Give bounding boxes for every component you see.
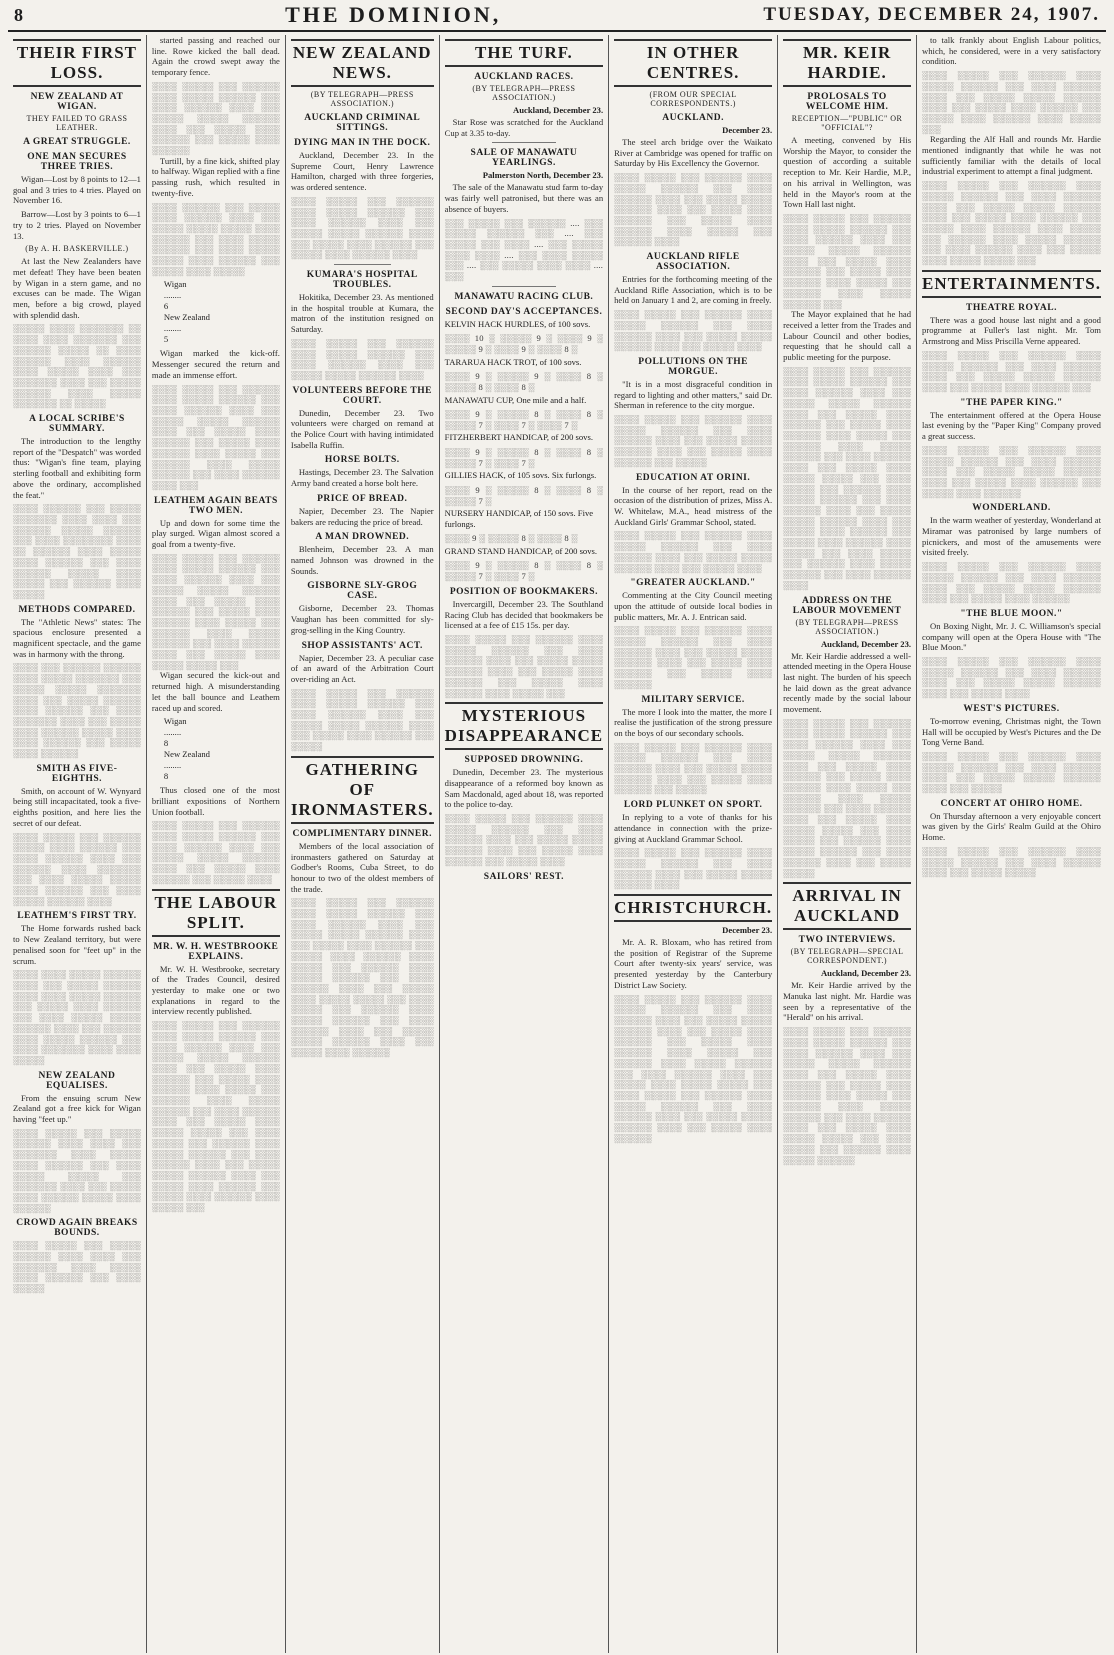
paragraph: Gisborne, December 23. Thomas Vaughan has been committed for sly-grog-selling in the King Country. [290, 603, 434, 635]
subhead: COMPLIMENTARY DINNER. [292, 828, 432, 839]
text-block: ░░░░ ░░░░░ ░░░ ░░░░░░ ░░░░ ░░░░░ ░░░░░░ ░░░ ░░░░ ░░░░░░ ░░░░ ░░░ ░░░░░ ░░░░░ ░░░░░░ ░░░░ ░░░ ░░░░░ ░░░░ ░░░░░░ ░░░ ░░░░░ [290, 687, 434, 752]
paragraph: Up and down for some time the play surged. Wigan almost scored a goal from a twenty-five. [151, 517, 280, 550]
paragraph: Turtill, by a fine kick, shifted play to halfway. Wigan replied with a fine passing rush, which resulted in twenty-five. [151, 155, 280, 198]
column-2 [147, 35, 286, 1653]
paragraph: At last the New Zealanders have met defeat! They have been beaten by Wigan in a stern game, and no excuses can be made. The Wigan men, before a big crowd, played with splendid dash. [13, 256, 141, 320]
credit: (FROM OUR SPECIAL CORRESPONDENTS.) [649, 90, 737, 108]
text-block: ░░░ ░░░░░ ░░░ ░░░░░░ .... ░░░ ░░░░░ ░░░░░░ ░░░ .... ░░░ ░░░░░ ░░░ ░░░░ .... ░░░ ░░░░░ ░░░░ ░░░░ .... ░░░ ░░░░ ░░░░░ ░░░ .... ░░░ ░░░░░ ░░░░ ░░░░ .... ░░░ [444, 217, 604, 282]
scoreboard: Wigan ........ 8 New Zealand ........ 8 [164, 716, 268, 782]
subhead: LEATHEM AGAIN BEATS TWO MEN. [154, 495, 278, 516]
subhead: THEY FAILED TO GRASS LEATHER. [26, 114, 128, 132]
paragraph: On Thursday afternoon a very enjoyable concert was given by the Girls' Realm Guild at the Ohiro Home. [922, 810, 1101, 843]
text-block: ░░░░ ░░░░░ ░░░ ░░░░░░ ░░░░ ░░░░░ ░░░░░░ ░░░ ░░░░ ░░░░░░ ░░░░ ░░░ ░░░░░ ░░░░░ ░░░░░░ ░░░░ ░░░ ░░░░░ ░░░░ ░░░░░░ ░░░ [922, 349, 1101, 392]
text-block: ░░░░ ░░░░░ ░░░ ░░░░░░ ░░░░ ░░░░░ ░░░░░░ ░░░ ░░░░ ░░░░░░ ░░░░ ░░░ ░░░░░ ░░░░░ ░░░░░░ ░░░░ ░░░ ░░░░░ [922, 750, 1101, 794]
text-block: ░░░░ ░░░░ ░░░░░ ░░░░░░ ░░░░ ░░░ ░░░░░ ░░░░░░ ░░░░ ░░░░ ░░░░░ ░░░░░░ ░░░ ░░░░░ ░░░░ ░░░░░░ ░░░ ░░░░ ░░░░░ ░░░░░ ░░░░░░ ░░░░ ░░░ ░░░░░░ ░░░░ ░░░░░ ░░░░░░ ░░░ ░░░░ ░░░░░░░ ░░░░ ░░░░ ░░░░░ [13, 969, 141, 1065]
text-block: ░░░░ 9 ░ ░░░░░ 8 ░ ░░░░ 8 ░ [444, 533, 578, 544]
text-block: ░░░░ 9 ░ ░░░░░ 9 ░ ░░░░ 8 ░ ░░░░░ 8 ░ ░░░░ 8 ░ [444, 371, 604, 392]
text-block: ░░░░ ░░░░░ ░░░ ░░░░░░ ░░░░ ░░░░░ ░░░░░░ ░░░ ░░░░ ░░░░░░ ░░░░ ░░░ ░░░░░ ░░░░░ [922, 845, 1101, 878]
subhead: A MAN DROWNED. [315, 532, 410, 543]
race-entry: FITZHERBERT HANDICAP, of 200 sovs. [444, 432, 593, 443]
text-block: ░░░░ ░░░░░ ░░░ ░░░░░░ ░░░░ ░░░░░ ░░░░░░ ░░░ ░░░░ ░░░░░░ ░░░░ ░░░ ░░░░░ ░░░░░ ░░░░░░ ░░░░ ░░░ ░░░░░ ░░░░ ░░░░░░ ░░░ ░░░░░ ░░░░ ░░░░░░ ░░░░ ░░░░░ ░░░ ░░░░░░ ░░░░ ░░░░░ ░░░░░░ ░░░ ░░░░ ░░░░░░ ░░░░ ░░░ ░░░░░ ░░░░ ░░░░░ ░░░░░ ░░░ ░░░░ ░░░░░ ░░░ ░░░░░░ ░░░░ ░░░░░ ░░░░░░ [783, 1026, 912, 1165]
column-1 [8, 35, 147, 1653]
race-entry: TARARUA HACK TROT, of 100 sovs. [444, 356, 582, 367]
text-block: ░░░░ ░░░░░ ░░░ ░░░░░░ ░░░░ ░░░░░ ░░░░░░ ░░░ ░░░░ ░░░░░░ ░░░░ ░░░ ░░░░░ ░░░░░ ░░░░░░ ░░░░ ░░░ ░░░░░ ░░░░ ░░░░░░ ░░░ ░░░░░ ░░░░ [444, 813, 604, 866]
credit: (BY TELEGRAPH—PRESS ASSOCIATION.) [310, 90, 414, 108]
subhead: KUMARA'S HOSPITAL TROUBLES. [306, 270, 418, 291]
paragraph: "It is in a most disgraceful condition in regard to lighting and other matters," said Dr. Sherman in reference to the city morgue. [614, 378, 773, 411]
text-block: ░░░░ ░░░░░ ░░░ ░░░░░░ ░░░░ ░░░░░ ░░░░░░ ░░░ ░░░░ ░░░░░░ ░░░░ ░░░ ░░░░░ ░░░░░ ░░░░░░ ░░░░ ░░░ ░░░░░ ░░░░ ░░░░░░ ░░░ ░░░░░ ░░░░ ░░░░░░ ░░░░ ░░░░░ ░░░ ░░░░░░ ░░░░ ░░░░░ ░░░░░░ ░░░ ░░░░ ░░░░░░ ░░░░ ░░░ ░░░░░ ░░░░ ░░░░░ ░░░░░ ░░░ ░░░░ ░░░░░ ░░░ ░░░░░░ ░░░░ ░░░░░ ░░░░░░ ░░░ ░░░░ ░░░░░░ ░░░░ ░░░ ░░░░░ ░░░░░ ░░░░░░ ░░░░ ░░░ ░░░░░ ░░░░ ░░░░░░ [614, 993, 773, 1143]
masthead [8, 0, 1106, 32]
paragraph: Smith, on account of W. Wynyard being still incapacitated, took a five-eighths position, and here lies the secret of our defeat. [13, 785, 141, 828]
text-block: ░░░░ ░░░░░ ░░░ ░░░░░░ ░░░░ ░░░░░ ░░░░░░ ░░░ ░░░░ ░░░░░░ ░░░░ ░░░ ░░░░░ ░░░░░ ░░░░░░ ░░░░ ░░░ ░░░░░ ░░░░ ░░░░░░ ░░░ ░░░░░ ░░░░ ░░░░░░ [151, 80, 280, 156]
subhead: VOLUNTEERS BEFORE THE COURT. [292, 385, 432, 406]
paragraph: Dunedin, December 23. Two volunteers were charged on remand at the Police Court with having intimidated Isabella Ruffin. [290, 407, 434, 450]
paragraph: In the course of her report, read on the occasion of the distribution of prizes, Miss A. W. Whitelaw, M.A., head mistress of the Auckland Girls' Grammar School, stated. [614, 484, 773, 527]
subhead: RECEPTION—"PUBLIC" OR "OFFICIAL"? [791, 114, 903, 132]
subhead: POLLUTIONS ON THE MORGUE. [638, 356, 748, 377]
text-block: ░░░░ 10 ░ ░░░░░ 9 ░ ░░░░ 9 ░ ░░░░░ 9 ░ ░░░░ 9 ░ ░░░░ 8 ░ [444, 333, 604, 354]
text-block: ░░░░ ░░░░░ ░░░ ░░░░░░ ░░░░ ░░░░░ ░░░░░░ ░░░ ░░░░ ░░░░░░ ░░░░ ░░░ ░░░░░ ░░░░░ ░░░░░░ ░░░░ ░░░ ░░░░░ ░░░░ ░░░░░░ ░░░ ░░░░░ ░░░░ ░░░░░░ ░░░░ ░░░░░ ░░░ ░░░░░░ ░░░░ ░░░░░ ░░░░░░ ░░░ ░░░░ ░░░░░░ ░░░░ ░░░ [151, 383, 280, 490]
race-entry: NURSERY HANDICAP, of 150 sovs. Five furlongs. [444, 508, 594, 529]
headline-arrival-auckland: ARRIVAL IN AUCKLAND [783, 882, 911, 930]
column-4 [440, 35, 609, 1653]
issue-date: TUESDAY, DECEMBER 24, 1907. [763, 4, 1100, 25]
subhead: WONDERLAND. [972, 503, 1051, 514]
team-name: New Zealand [163, 312, 210, 323]
subhead: TWO INTERVIEWS. [798, 935, 896, 946]
text-block: ░░░░ ░░░░░ ░░░ ░░░░░░ ░░░░ ░░░░░ ░░░░░░ ░░░ ░░░░ ░░░░░░ ░░░░ ░░░ ░░░░░ ░░░░░ ░░░░░░ ░░░░ ░░░ ░░░░░ ░░░░ ░░░░░░ ░░░ ░░░░░ ░░░░ ░░░░░░ [922, 444, 1101, 498]
match-result: Wigan—Lost by 8 points to 12—1 goal and 3 tries to 4 tries. Played on November 16. [13, 174, 141, 206]
team-points: 8 [163, 738, 169, 749]
paragraph: In replying to a vote of thanks for his attendance in connection with the prize-giving at Auckland Grammar School. [614, 812, 773, 844]
text-block: ░░░░ ░░░░░ ░░░ ░░░░░░ ░░░░ ░░░░░ ░░░░░░ ░░░ ░░░░ ░░░░░░ ░░░░ ░░░ ░░░░░ ░░░░░ ░░░░░░ ░░░░ ░░░ ░░░░░ ░░░░ ░░░░░░ ░░░ ░░░░░ ░░░░ ░░░░░░ ░░░░ ░░░░░ ░░░ ░░░░░░ ░░░░ ░░░░░ ░░░░░░ ░░░ ░░░░ ░░░░░░ ░░░░ ░░░ ░░░░░ ░░░░ ░░░░░ ░░░░░ ░░░ ░░░░ ░░░░░ ░░░ ░░░░░░ ░░░░ ░░░░░ ░░░░░░ ░░░ ░░░░ ░░░░░░ ░░░░ ░░░ ░░░░░ ░░░░░ ░░░░░░ ░░░░ ░░░ ░░░░░ ░░░░ ░░░░░░ [290, 897, 434, 1058]
subhead: SMITH AS FIVE-EIGHTHS. [36, 763, 118, 784]
subhead: ONE MAN SECURES THREE TRIES. [27, 152, 127, 172]
paragraph: The steel arch bridge over the Waikato River at Cambridge was opened for traffic on Saturday by His Excellency the Governor. [614, 137, 773, 169]
team-points: 5 [163, 334, 169, 345]
paragraph: Regarding the Alf Hall and rounds Mr. Hardie mentioned indignantly that while he was not sufficiently familiar with the details of local industrial experiment to attempt a final judgment. [922, 134, 1101, 177]
subhead: CROWD AGAIN BREAKS BOUNDS. [16, 1218, 138, 1239]
text-block: ░░░░ ░░░░░ ░░░ ░░░░░░ ░░░░ ░░░░░ ░░░░░░ ░░░ ░░░░ ░░░░░░ ░░░░ ░░░ ░░░░░ ░░░░░ ░░░░░░ ░░░░ ░░░ ░░░░░ ░░░░ ░░░░░░ ░░░ ░░░░░ ░░░░ ░░░░░░ ░░░░ [290, 195, 434, 260]
text-block: ░░░░ 9 ░ ░░░░░ 8 ░ ░░░░ 8 ░ ░░░░░ 7 ░ ░░░░ 7 ░ [444, 560, 604, 582]
paragraph: From the ensuing scrum New Zealand got a free kick for Wigan having "feet up." [13, 1092, 141, 1125]
text-block: ░░░░ 9 ░ ░░░░░ 8 ░ ░░░░ 8 ░ ░░░░░ 7 ░ ░░░░ 7 ░ [444, 446, 604, 468]
text-block: ░░░░ ░░░ ░░░░░░ ░░░░░░ ░░░░ ░░░░░ ░░░░░░░ ░░░ ░░░░░ ░░░░░ ░░░░░░░ ░░░░ ░░░ ░░░░░ ░░░░░░ ░░░░ ░░░░░░ ░░░ ░░░░ ░░░░░░░ ░░░░ ░░░ ░░░░░ ░░░░ ░░░░░░ ░░░░░ ░░░░ ░░░░ ░░░░░░ ░░░ ░░░░░ ░░░░ ░░░░░░ [13, 662, 141, 759]
byline: (By A. H. BASKERVILLE.) [25, 244, 129, 254]
paragraph: Mr. Keir Hardie arrived by the Manuka last night. Mr. Hardie was seen by a representative of the "Herald" on his arrival. [783, 980, 912, 1023]
text-block: ░░░░ ░░░░░ ░░░ ░░░░░░ ░░░░ ░░░░░ ░░░░░░ ░░░ ░░░░ ░░░░░░ ░░░░ ░░░ ░░░░░ ░░░░░ ░░░░░░ ░░░░ ░░░ ░░░░░ ░░░░ [922, 656, 1101, 699]
column-6 [778, 35, 917, 1653]
subhead: LEATHEM'S FIRST TRY. [17, 911, 137, 922]
paragraph: to talk frankly about English Labour politics, which, he considered, were in a very satisfactory condition. [922, 35, 1101, 67]
subhead: HORSE BOLTS. [324, 455, 400, 466]
credit: (BY TELEGRAPH—SPECIAL CORRESPONDENT.) [790, 947, 904, 966]
text-block: ░░░░░ ░░░░ ░░░░░░░ ░░ ░░░░ ░░░░ ░░░░░░░ ░░░ ░░░░░░ ░░░░░ ░░ ░░░░ ░░░░░░ ░░░░ ░░░░░░ ░░░░ ░░░░░ ░░░░ ░░░ ░░░░░░░ ░░░░ ░░░ ░░░░░ ░░░░░░ ░░░░ ░░░░░ ░░░░░░░ ░░ ░░░░░ [13, 323, 141, 409]
paragraph: Dunedin, December 23. The mysterious disappearance of a reformed boy known as Sam Macdonald, aged about 18, was reported to the police to-day. [444, 767, 604, 810]
text-block: ░░░░ ░░░░░ ░░░ ░░░░░░ ░░░░ ░░░░░ ░░░░░░ ░░░ ░░░░ ░░░░░░ ░░░░ ░░░ ░░░░░ ░░░░░ ░░░░░░ ░░░░ ░░░ ░░░░░ ░░░░ ░░░░░░ ░░░ ░░░░░ ░░░░ ░░░░░░ ░░░░ ░░░░░ ░░░ ░░░░░░ ░░░░ ░░░░░ ░░░░░░ ░░░ ░░░░ ░░░░░░ ░░░░ ░░░ ░░░░░ ░░░░ ░░░░░ ░░░░░ ░░░ ░░░░ ░░░░░ ░░░ ░░░░░░ ░░░░ ░░░░░ ░░░░░░ ░░░ ░░░░ ░░░░░░ ░░░░ ░░░ ░░░░░ ░░░░░ [783, 717, 912, 878]
headline-their-first-loss: THEIR FIRST LOSS. [13, 39, 141, 87]
column-5 [609, 35, 778, 1653]
paragraph: Invercargill, December 23. The Southland Racing Club has decided that bookmakers be licensed at a fee of £15 15s. per day. [444, 598, 604, 631]
text-block: ░░░░ ░░░░░ ░░░ ░░░░░░ ░░░░ ░░░░░ ░░░░░░ ░░░ ░░░░ ░░░░░░ ░░░░ ░░░ ░░░░░ ░░░░░ ░░░░░░ ░░░░ ░░░ ░░░░░ ░░░░ ░░░░░░ ░░░ ░░░░░ [614, 414, 773, 467]
text-block: ░░░░ ░░░░░ ░░░ ░░░░░ ░░░░░░ ░░░░ ░░░░ ░░░ ░░░░░░░ ░░░░ ░░░░░ ░░░░ ░░░░░░ ░░░ ░░░░ ░░░░░ ░░░░░ ░░░ ░░░░░░░ ░░░░ ░░░ ░░░░░ ░░░░ ░░░░░░ ░░░░░ ░░░░ ░░░░░░ [13, 1127, 141, 1213]
paragraph: The entertainment offered at the Opera House last evening by the "Paper King" Company proved a great success. [922, 409, 1101, 442]
columns [8, 35, 1106, 1653]
paragraph: Entries for the forthcoming meeting of the Auckland Rifle Association, which is to be held on January 1 and 2, are coming in freely. [614, 274, 773, 306]
subhead: DYING MAN IN THE DOCK. [294, 138, 431, 148]
paragraph: Wigan marked the kick-off. Messenger secured the return and made an immense effort. [151, 348, 280, 380]
race-entry: GRAND STAND HANDICAP, of 200 sovs. [444, 545, 598, 556]
headline-the-turf: THE TURF. [445, 39, 603, 67]
dateline: December 23. [722, 125, 773, 135]
paragraph: Commenting at the City Council meeting upon the attitude of outside local bodies in public matters, Mr. A. J. Entrican said. [614, 590, 773, 622]
headline-christchurch: CHRISTCHURCH. [614, 894, 772, 922]
text-block: ░░░░ ░░░░░ ░░░ ░░░░░░ ░░░░ ░░░░░ ░░░░░░ ░░░ ░░░░ ░░░░░░ ░░░░ ░░░ ░░░░░ ░░░░░ ░░░░░░ ░░░░ ░░░ ░░░░░ ░░░░ ░░░░░░ ░░░ ░░░░░ ░░░░ ░░░░░░ ░░░░ ░░░░░ ░░░ ░░░░░░ ░░░░ ░░░░░ ░░░░░░ ░░░ ░░░░ ░░░░░░ ░░░░ ░░░ ░░░░░ ░░░░ ░░░░░ ░░░░░ ░░░ [922, 180, 1101, 266]
subhead: GISBORNE SLY-GROG CASE. [307, 581, 418, 602]
scoreboard: Wigan ........ 6 New Zealand ........ 5 [164, 279, 268, 345]
subhead: MANAWATU RACING CLUB. [454, 291, 594, 302]
subhead: EDUCATION AT ORINI. [635, 472, 751, 483]
text-block: ░░░░ ░░░░░ ░░░ ░░░░░░ ░░░░ ░░░░░ ░░░░░░ ░░░ ░░░░ ░░░░░░ ░░░░ ░░░ ░░░░░ ░░░░░ ░░░░░░ ░░░░ ░░░ ░░░░░ ░░░░ ░░░░░░ ░░░ ░░░░░ ░░░░ [151, 820, 280, 884]
text-block: ░░░░ ░░░░░ ░░░ ░░░░░░ ░░░░ ░░░░░ ░░░░░░ ░░░ ░░░░ ░░░░░░ ░░░░ ░░░ ░░░░░ ░░░░░ ░░░░░░ ░░░░ ░░░ ░░░░░ ░░░░ ░░░░░░ ░░░ ░░░░░ ░░░░ ░░░░░░ ░░░░ ░░░░░ ░░░ ░░░░░░ ░░░░ ░░░░░ ░░░░░░ ░░░ ░░░░ ░░░░░░ ░░░░ ░░░ ░░░░░ ░░░░ ░░░░░ ░░░░░ ░░░ ░░░░ ░░░░░ ░░░ ░░░░░░ ░░░░ ░░░░░ ░░░░░░ ░░░ ░░░░ ░░░░░░ ░░░░ ░░░ ░░░░░ ░░░░░ ░░░░░░ ░░░░ ░░░ ░░░░░ ░░░░ ░░░░░░ ░░░ ░░░░░ ░░░░ ░░░░░░ ░░░░ ░░░░░ ░░░ ░░░░ ░░░░░ ░░░ ░░░░░░ ░░░░ ░░░░░ ░░░░░░ ░░░ ░░░░ ░░░░░░ ░░░░ [783, 365, 912, 590]
divider [334, 264, 391, 265]
text-block: ░░░░ ░░░░░░ ░░░ ░░░░░ ░░░░░░░ ░░░░ ░░░░ ░░░ ░░░░░░ ░░░░░ ░░░░░░ ░░░ ░░░░ ░░░░░░░░ ░░░░ ░░ ░░░░░░ ░░░░ ░░░░░ ░░░░ ░░░░░░ ░░░ ░░░░ ░░░░░░ ░░░░░ ░░░░ ░░░░░ ░░░ ░░░░░░ ░░░░ ░░░░░ [13, 503, 141, 599]
dateline: Auckland, December 23. [820, 968, 912, 979]
subhead: SECOND DAY'S ACCEPTANCES. [445, 306, 603, 317]
paragraph: On Boxing Night, Mr. J. C. Williamson's special company will open at the Opera House with "The Blue Moon." [922, 620, 1101, 653]
team-name: New Zealand [163, 749, 210, 760]
paragraph: The more I look into the matter, the more I realise the justification of the strong pressure on the boys of our secondary schools. [614, 706, 773, 738]
text-block: ░░░░ ░░░░░ ░░░ ░░░░░░ ░░░░ ░░░░░ ░░░░░░ ░░░ ░░░░ ░░░░░░ ░░░░ ░░░ ░░░░░ ░░░░░ ░░░░░░ ░░░░ [614, 847, 773, 890]
subhead: NEW ZEALAND EQUALISES. [38, 1070, 116, 1091]
subhead: SAILORS' REST. [483, 871, 564, 882]
text-block: ░░░░ ░░░░░ ░░░ ░░░░░ ░░░░░░ ░░░░ ░░░░ ░░░ ░░░░░░░ ░░░░ ░░░░░ ░░░░ ░░░░░░ ░░░ ░░░░ ░░░░░ [13, 1240, 141, 1294]
headline-ironmasters: GATHERING OF IRONMASTERS. [291, 756, 434, 824]
column-7 [917, 35, 1106, 1653]
team-points: 6 [163, 301, 169, 312]
text-block: ░░░░ ░░░░░ ░░░ ░░░░░░ ░░░░ ░░░░░ ░░░░░░ ░░░ ░░░░ ░░░░░░ ░░░░ ░░░ ░░░░░ ░░░░░ ░░░░░░ ░░░░ ░░░ ░░░░░ ░░░░ ░░░░░░ ░░░ ░░░░░ ░░░░ ░░░░░░ ░░░░ ░░░░░ ░░░ [444, 633, 604, 698]
dateline: Auckland, December 23. [513, 105, 604, 115]
subhead: AUCKLAND. [662, 113, 724, 123]
subhead: MR. W. H. WESTBROOKE EXPLAINS. [153, 941, 279, 962]
paragraph: A meeting, convened by His Worship the Mayor, to consider the question of according a suitable reception to Mr. Keir Hardie, M.P., on his arrival in Wellington, was held in the Mayor's room at the Town Hall last night. [783, 135, 912, 210]
paragraph: Thus closed one of the most brilliant expositions of Northern Union football. [151, 785, 280, 817]
subhead: WEST'S PICTURES. [963, 703, 1060, 714]
paragraph: The Home forwards rushed back to New Zealand territory, but were penalised soon for "feet up" in the scrum. [13, 923, 141, 966]
subhead: CONCERT AT OHIRO HOME. [940, 798, 1083, 809]
paragraph: Auckland, December 23. In the Supreme Court, Henry Lawrence Hamilton, charged with three forgeries, was ordered sentence. [290, 150, 434, 193]
race-entry: KELVIN HACK HURDLES, of 100 sovs. [444, 318, 591, 329]
paragraph: Members of the local association of ironmasters gathered on Saturday at Godber's Rooms, Cuba Street, to do honour to two of the oldest members of the trade. [290, 840, 434, 894]
subhead: POSITION OF BOOKMAKERS. [449, 586, 598, 597]
subhead: THEATRE ROYAL. [966, 302, 1057, 313]
dateline: Palmerston North, December 23. [482, 170, 604, 181]
text-block: ░░░░ ░░░░░ ░░░ ░░░░░░ ░░░░ ░░░░░ ░░░░░░ ░░░ ░░░░ ░░░░░░ ░░░░ ░░░ ░░░░░ ░░░░░ ░░░░░░ ░░░░ ░░░ ░░░░░ ░░░░ ░░░░░░ ░░░ ░░░░░ [614, 741, 773, 795]
subhead: A GREAT STRUGGLE. [23, 137, 131, 147]
text-block: ░░░░ 9 ░ ░░░░░ 8 ░ ░░░░ 8 ░ ░░░░░ 7 ░ [444, 484, 604, 506]
paragraph: Blenheim, December 23. A man named Johnson was drowned in the Sounds. [290, 544, 434, 576]
subhead: NEW ZEALAND AT WIGAN. [30, 92, 124, 112]
text-block: ░░░░ ░░░░░ ░░░ ░░░░░░ ░░░░░ ░░░░ ░░░░░░ ░░░ ░░░░ ░░░░░░ ░░░░ ░░░ ░░░░░░ ░░░░ ░░░░░░░ ░░░ ░░░░ ░░░░░ ░░░░░ ░░░░ ░░░░░░ ░░░ ░░░░ ░░░░░ ░░░░░░ ░░░░ [13, 831, 141, 906]
paragraph: Mr. Keir Hardie addressed a well-attended meeting in the Opera House last night. The burden of his speech he laid down as the great advance recently made by the social labour movement. [783, 650, 912, 715]
subhead: METHODS COMPARED. [18, 604, 136, 615]
paragraph: The sale of the Manawatu stud farm to-day was fairly well patronised, but there was an absence of buyers. [444, 182, 604, 214]
divider [492, 142, 555, 143]
subhead: SHOP ASSISTANTS' ACT. [301, 640, 423, 651]
paragraph: started passing and reached our line. Rowe kicked the ball dead. Again the crowd swept away the temporary fence. [151, 35, 280, 78]
headline-entertainments: ENTERTAINMENTS. [922, 270, 1101, 298]
subhead: ADDRESS ON THE LABOUR MOVEMENT [792, 595, 902, 616]
credit: (BY TELEGRAPH—PRESS ASSOCIATION.) [472, 84, 576, 102]
text-block: ░░░░ ░░░░░ ░░░ ░░░░░░ ░░░░ ░░░░░ ░░░░░░ ░░░ ░░░░ ░░░░░░ ░░░░ ░░░ ░░░░░ ░░░░░ ░░░░░░ ░░░░ ░░░ ░░░░░ ░░░░ ░░░░░░ ░░░ ░░░░░ ░░░░ ░░░░░░ [614, 625, 773, 689]
team-name: Wigan [163, 716, 187, 727]
text-block: ░░░░ ░░░░░ ░░░ ░░░░░░ ░░░░ ░░░░░ ░░░░░░ ░░░ ░░░░ ░░░░░░ ░░░░ ░░░ ░░░░░ ░░░░░ ░░░░░░ ░░░░ ░░░ ░░░░░ ░░░░ ░░░░░░ ░░░ ░░░░░ ░░░░ ░░░░░░ ░░░░ ░░░░░ ░░░ ░░░░░░ ░░░░ [614, 172, 773, 247]
subhead: PRICE OF BREAD. [317, 493, 408, 504]
paragraph: The Mayor explained that he had received a letter from the Trades and Labour Council and other bodies, requesting that he should call a public meeting for the purpose. [783, 309, 912, 363]
divider [492, 286, 555, 287]
match-result: Barrow—Lost by 3 points to 6—1 try to 2 tries. Played on November 13. [13, 209, 141, 241]
paragraph: Hokitika, December 23. As mentioned in the hospital trouble at Kumara, the matron of the institution resigned on Saturday. [290, 292, 434, 335]
team-name: Wigan [163, 279, 187, 290]
text-block: ░░░░ ░░░░░░ ░░░ ░░░░░ ░░░░ ░░░░░░ ░░░░ ░░░ ░░░░░ ░░░░░ ░░░░░ ░░░░ ░░░░░░ ░░░ ░░░░ ░░░░░ ░░░░░░ ░░░ ░░░░ ░░░░░ ░░░░░ ░░░░ ░░░░░░ ░░░ ░░░░░ ░░░░ ░░░░░ [151, 201, 280, 276]
text-block: ░░░░ ░░░░░ ░░░ ░░░░░░ ░░░░ ░░░░░ ░░░░░░ ░░░ ░░░░ ░░░░░░ ░░░░ ░░░ ░░░░░ ░░░░░ ░░░░░░ ░░░░ ░░░ ░░░░░ ░░░░ [614, 309, 773, 352]
race-entry: GILLIES HACK, of 105 sovs. Six furlongs. [444, 470, 597, 481]
dateline: December 23. [722, 925, 773, 936]
subhead: SUPPOSED DROWNING. [464, 755, 584, 766]
subhead: AUCKLAND RACES. [474, 72, 574, 82]
subhead: "GREATER AUCKLAND." [630, 578, 756, 589]
text-block: ░░░░ ░░░░░ ░░░ ░░░░░░ ░░░░ ░░░░░ ░░░░░░ ░░░ ░░░░ ░░░░░░ ░░░░ ░░░ ░░░░░ ░░░░░ ░░░░░░ ░░░░ ░░░ ░░░░░ ░░░░ ░░░░░░ ░░░ ░░░░░ ░░░░ ░░░░░░ ░░░░ ░░░░░ ░░░ ░░░░░░ ░░░░ ░░░░░ ░░░░░░ ░░░ ░░░░ ░░░░░░ ░░░░ ░░░ ░░░░░ ░░░░ ░░░░░ ░░░░░ ░░░ [151, 552, 280, 670]
subhead: PROLOSALS TO WELCOME HIM. [805, 92, 889, 112]
text-block: ░░░░ 9 ░ ░░░░░ 8 ░ ░░░░ 8 ░ ░░░░░ 7 ░ ░░░░ 7 ░ ░░░░ 7 ░ [444, 409, 604, 430]
text-block: ░░░░ ░░░░░ ░░░ ░░░░░░ ░░░░ ░░░░░ ░░░░░░ ░░░ ░░░░ ░░░░░░ ░░░░ ░░░ ░░░░░ ░░░░░ ░░░░░░ ░░░░ ░░░ ░░░░░ ░░░░ ░░░░░░ ░░░ ░░░░░ ░░░░ ░░░░░░ ░░░░ ░░░░░ ░░░ [922, 70, 1101, 134]
column-3 [286, 35, 440, 1653]
text-block: ░░░░ ░░░░░ ░░░ ░░░░░░ ░░░░ ░░░░░ ░░░░░░ ░░░ ░░░░ ░░░░░░ ░░░░ ░░░ ░░░░░ ░░░░░ ░░░░░░ ░░░░ [290, 337, 434, 380]
paragraph: The introduction to the lengthy report of the "Despatch" was worded thus: "Wigan's fine team, playing sterling football and exhibiting form above the ordinary, accomplished the feat." [13, 436, 141, 500]
paragraph: In the warm weather of yesterday, Wonderland at Miramar was patronised by large numbers of picnickers, and most of the amusements were visited freely. [922, 515, 1101, 558]
text-block: ░░░░ ░░░░░ ░░░ ░░░░░░ ░░░░ ░░░░░ ░░░░░░ ░░░ ░░░░ ░░░░░░ ░░░░ ░░░ ░░░░░ ░░░░░ ░░░░░░ ░░░░ ░░░ ░░░░░ ░░░░ ░░░░░░ ░░░ ░░░░░ ░░░░ ░░░░░░ ░░░░ ░░░░░ ░░░ ░░░░░░ ░░░░ ░░░░░ ░░░░░░ ░░░ ░░░░ ░░░░░░ ░░░░ ░░░ ░░░░░ ░░░░ ░░░░░ ░░░░░ ░░░ ░░░░ ░░░░░ ░░░ ░░░░░░ ░░░░ ░░░░░ ░░░░░░ ░░░ ░░░░ ░░░░░░ ░░░░ ░░░ ░░░░░ ░░░░░ ░░░░░░ ░░░░ ░░░ ░░░░░ ░░░░ ░░░░░░ ░░░ ░░░░░ ░░░░ ░░░░░░ ░░░░ ░░░░░ ░░░ [151, 1020, 280, 1213]
paragraph: The "Athletic News" states: The spacious enclosure presented a magnificent spectacle, and the game was in harmony with the throng. [13, 616, 141, 659]
paragraph: To-morrow evening, Christmas night, the Town Hall will be occupied by West's Pictures and the De Tong Verne Band. [922, 715, 1101, 748]
headline-labour-split: THE LABOUR SPLIT. [152, 889, 280, 937]
paragraph: Napier, December 23. A peculiar case of an award of the Arbitration Court over-riding an Act. [290, 652, 434, 684]
paragraph: Mr. W. H. Westbrooke, secretary of the Trades Council, desired yesterday to make one or two explanations in regard to the interview recently published. [151, 963, 280, 1017]
paper-title: THE DOMINION, [285, 2, 502, 27]
text-block: ░░░░ ░░░░░ ░░░ ░░░░░░ ░░░░ ░░░░░ ░░░░░░ ░░░ ░░░░ ░░░░░░ ░░░░ ░░░ ░░░░░ ░░░░░ ░░░░░░ ░░░░ ░░░ ░░░░░ ░░░░ ░░░░░░ [922, 561, 1101, 604]
subhead: AUCKLAND CRIMINAL SITTINGS. [304, 113, 421, 133]
headline-nz-news: NEW ZEALAND NEWS. [291, 39, 434, 87]
paragraph: Hastings, December 23. The Salvation Army band created a horse bolt here. [290, 467, 434, 489]
paragraph: Napier, December 23. The Napier bakers are reducing the price of bread. [290, 505, 434, 527]
subhead: "THE BLUE MOON." [960, 608, 1063, 619]
subhead: LORD PLUNKET ON SPORT. [623, 800, 763, 811]
paragraph: There was a good house last night and a good programme at Fuller's last night. Mr. Tom Armstrong and Miss Priscilla Verne appeared. [922, 314, 1101, 347]
headline-keir-hardie: MR. KEIR HARDIE. [783, 39, 911, 87]
text-block: ░░░░ ░░░░░ ░░░ ░░░░░░ ░░░░ ░░░░░ ░░░░░░ ░░░ ░░░░ ░░░░░░ ░░░░ ░░░ ░░░░░ ░░░░░ ░░░░░░ ░░░░ ░░░ ░░░░░ ░░░░ [614, 530, 773, 573]
text-block: ░░░░ ░░░░░ ░░░ ░░░░░░ ░░░░ ░░░░░ ░░░░░░ ░░░ ░░░░ ░░░░░░ ░░░░ ░░░ ░░░░░ ░░░░░ ░░░░░░ ░░░░ ░░░ ░░░░░ ░░░░ ░░░░░░ ░░░ ░░░░░ ░░░░ ░░░░░░ ░░░░ ░░░░░ ░░░ ░░░░░░ ░░░░ ░░░░░ ░░░░░░ ░░░ [783, 212, 912, 309]
subhead: "THE PAPER KING." [960, 397, 1063, 408]
subhead: SALE OF MANAWATU YEARLINGS. [470, 148, 578, 169]
paragraph: Star Rose was scratched for the Auckland Cup at 3.35 to-day. [444, 117, 604, 138]
headline-disappearance: MYSTERIOUS DISAPPEARANCE [445, 702, 603, 750]
credit: (BY TELEGRAPH—PRESS ASSOCIATION.) [795, 617, 899, 636]
team-points: 8 [163, 771, 169, 782]
subhead: A LOCAL SCRIBE'S SUMMARY. [29, 414, 125, 435]
page-number: 8 [14, 4, 23, 25]
dateline: Auckland, December 23. [820, 638, 912, 649]
subhead: AUCKLAND RIFLE ASSOCIATION. [646, 252, 740, 273]
subhead: MILITARY SERVICE. [641, 694, 745, 705]
paragraph: Wigan secured the kick-out and returned high. A misunderstanding let the ball bounce and Leathem raced up and scored. [151, 670, 280, 713]
race-entry: MANAWATU CUP, One mile and a half. [444, 394, 587, 405]
headline-other-centres: IN OTHER CENTRES. [614, 39, 772, 87]
paragraph: Mr. A. R. Bloxam, who has retired from the position of Registrar of the Supreme Court after twenty-six years' service, was presented yesterday by the Canterbury District Law Society. [614, 937, 773, 990]
